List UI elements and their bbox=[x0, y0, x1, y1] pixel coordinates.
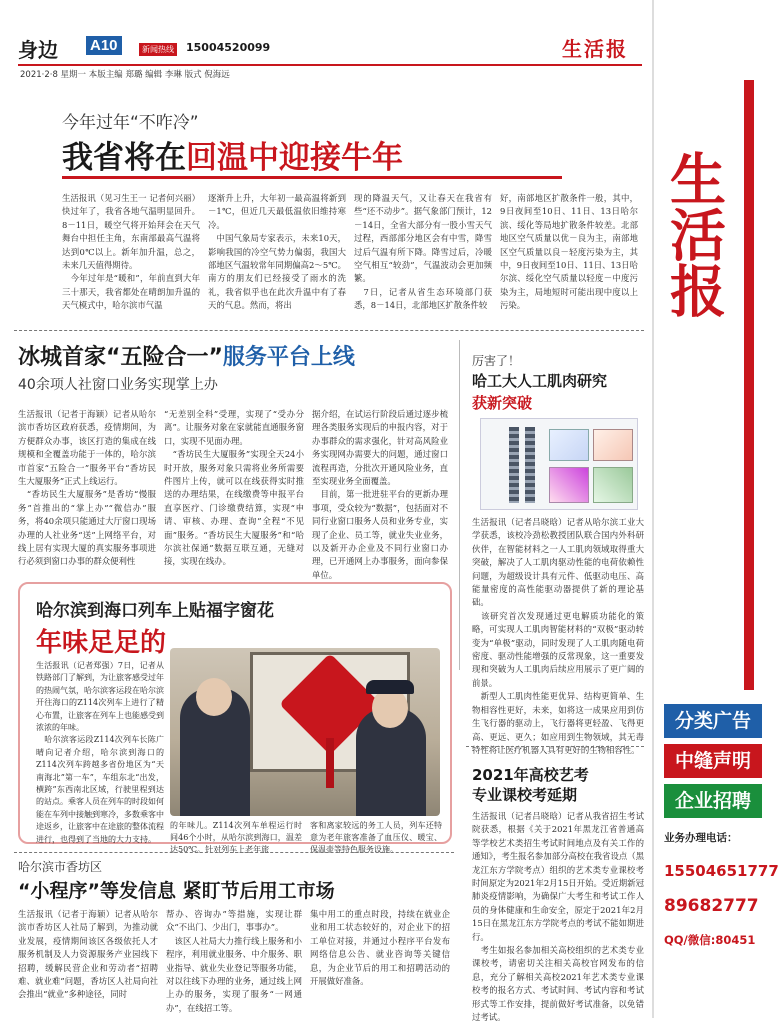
fu-tassel-icon bbox=[326, 738, 334, 788]
story2-col-1: 生活报讯（记者于海颖）记者从哈尔滨市香坊区政府获悉，疫情期间，为方便群众办事，该区打造的集成在线规模和全覆盖功能于一体的，哈尔滨市首家“五险合一”服务平台“香坊民生大厦服务”正式上线运行。 “香坊民生大厦服务”是香坊“慢服务”首推出的“掌上办”“微信办”服务，将40余项只能通过大厅窗口现场办理的人社业务“送”上网络平台，对线上居有实现大厦的真实服务事项进行必须到窗口办事的群众便利性 bbox=[18, 409, 156, 567]
fiber-icon bbox=[509, 427, 519, 503]
ad-recruit: 企业招聘 bbox=[664, 784, 762, 818]
lead-kicker: 今年过年“不咋冷” bbox=[62, 113, 199, 133]
train-photo bbox=[170, 648, 440, 816]
lead-col-4: 好，南部地区扩散条件一般，其中，9日夜间至10日、11日、13日哈尔滨、绥化等局地扩散条件较差。北部地区空气质量以优－良为主，南部地区空气质量以良－轻度污染为主，其中，9日夜间至10日、11日、13日哈尔滨、绥化空气质量以轻度－中度污染为主，局地短时可能出现中度以上污染。 bbox=[500, 193, 638, 311]
header-logo: 生活报 bbox=[562, 37, 628, 61]
attendant-left-head bbox=[196, 678, 232, 716]
sidebar-logo: 生活报 bbox=[661, 150, 727, 318]
phone-2: 89682777 bbox=[664, 896, 759, 916]
story5-title: 哈工大人工肌肉研究 bbox=[472, 372, 608, 390]
chart-panel-icon bbox=[549, 467, 589, 503]
story3-text-top: 生活报讯（记者郑强）7日，记者从铁路部门了解到，为让旅客感受过年的热闹气氛，哈尔滨客运段在哈尔滨开往海口的Z114次列车上进行了精心布置，让旅客在列车上也能感受到浓浓的年味。 哈尔滨客运段Z114次列车长陈广晴向记者介绍，哈尔滨到海口的Z114次列车跨越多省份地区为“天南海北”第一车”，车组东北“出发，横跨”东西南北区域，行驶里程到达的站点。乘客人员在列车的时段如何能在车列中接触到寒冷，多数乘客中途返乡，让旅客中在途旅的整体流程进行，也得到了当地的大力支持。 bbox=[36, 661, 164, 844]
ad-classified: 分类广告 bbox=[664, 704, 762, 738]
fiber-icon bbox=[525, 427, 535, 503]
story2-col-3: 据介绍，在试运行阶段后通过逐步梳理各类服务实现后的申报内容，对于办事群众的需求强化，针对高风险业务实现网办需要大的问题，通过窗口流程再造，分批次开通风险业务，直至实现业务全面覆盖。 目前，第一批进驻平台的更新办理事项，受众较为“数据”，包括面对不同行业窗口服务人员和业务专业，实现了企业、员工等，就业失业业务，以及新开办企业及不同行业窗口办理，已开通网上办事服务，面向参保单位。 bbox=[312, 409, 448, 580]
chart-panel-icon bbox=[549, 429, 589, 461]
story4-kicker: 哈尔滨市香坊区 bbox=[18, 860, 103, 874]
lead-title-main: 我省将在 bbox=[62, 140, 186, 176]
story4-col-2: 帮办、咨询办”等措施，实现让群众“不出门、少出门，事事办”。 该区人社局大力推行线上服务和小程序，利用就业服务、中介服务、职业指导、就业失业登记等服务功能，对以往线下办理的业务，通过线上网上办的服务，实现了服务“一网通办”，在线招工等。 bbox=[166, 909, 302, 1013]
lead-title-highlight: 回温中迎接牛年 bbox=[186, 140, 403, 176]
divider-vertical bbox=[459, 340, 460, 670]
lead-col-2: 逐渐升上升，大年初一最高温将新到－1℃，但近几天最低温依旧维持寒冷。 中国气象局专家表示，未来10天，影响我国的冷空气势力偏弱，我国大部地区气温较常年同期偏高2～5℃。南方的朋友们已经接受了雨水的洗礼，我省似乎也在此次升温中有了春天的气息。然而，将出 bbox=[208, 193, 346, 311]
story4-title: “小程序”等发信息 紧盯节后用工市场 bbox=[18, 880, 335, 902]
divider-lead bbox=[14, 330, 644, 331]
lead-col-3: 现的降温天气，又让春天在我省有些“还不动步”。据气象部门预计，12－14日，全省大部分有一股小雪天气过程，西部部分地区会有中雪，降雪过后气温有所下降。降雪过后，冷暖空气相互“较劲”，气温波动会更加频繁。 7日，记者从省生态环境部门获悉，8－14日，北部地区扩散条件较 bbox=[354, 193, 492, 311]
page-number: A10 bbox=[86, 36, 122, 55]
story2-title-highlight: 服务平台上线 bbox=[222, 345, 355, 370]
attendant-right-hat bbox=[366, 680, 414, 694]
divider-right bbox=[466, 746, 644, 747]
qq-wechat: QQ/微信:80451 bbox=[664, 933, 756, 947]
story4-col-3: 集中用工的重点时段，持续在就业企业和用工状态较好的，对企业下的招工单位对接，并通过小程序平台发布网络信息公告、就业咨询等关键信息，为企业节后的用工和招聘活动的开展做好准备。 bbox=[310, 909, 450, 987]
attendant-right-head bbox=[372, 688, 408, 728]
lead-title bbox=[62, 132, 403, 177]
story6-text: 生活报讯（记者吕晓晗）记者从我省招生考试院获悉，根据《关于2021年黑龙江省普通高等学校艺术类招生考试时间地点及有关工作的通知》，考生报名参加部分高校在我省设点（黑龙江东方学院考点）组织的艺术类专业课校考时间原定为2021年2月15日开始。受近期新冠肺炎疫情影响，为确保广大考生和考试工作人员的身体健康和生命安全，原定于2021年2月15日在黑龙江东方学院考点的考试不能如期进行。 考生如报名参加相关高校组织的艺术类专业课校考，请密切关注相关高校官网发布的信息，充分了解相关高校2021年艺术类专业课校考的报名方式、考试时间、考试内容和考试形式等工作安排，提前做好考试准备，以免错过考试。 bbox=[472, 811, 644, 1023]
lead-title-underline bbox=[62, 176, 562, 179]
story3-subtitle: 年味足足的 bbox=[36, 628, 167, 658]
header-rule bbox=[18, 64, 642, 66]
story2-title-main: 冰城首家“五险合一” bbox=[18, 345, 223, 370]
muscle-figure bbox=[480, 418, 638, 510]
divider-story3 bbox=[14, 852, 454, 853]
chart-panel-icon bbox=[593, 429, 633, 461]
story3-text-b2: 客和离家较远的务工人员，列车还特意为老年旅客准备了血压仪、暖宝、保温壶等特色服务设施。 bbox=[310, 821, 442, 854]
story5-subtitle: 获新突破 bbox=[472, 394, 533, 412]
story2-title bbox=[18, 340, 355, 371]
hotline-label: 新闻热线 bbox=[139, 43, 177, 56]
story2-col-2: “无差别全科”受理，实现了“受办分离”。让服务对象在家就能直通服务窗口，实现不见面办理。 “香坊民生大厦服务”实现全天24小时开放，服务对象只需将业务所需要件图片上传，就可以在线获得实时推送的办理结果，在线缴费等申报平台直享医疗、门诊缴费结算，实现“申请、审核、办理、查询”全程“不见面”服务。“香坊民生大厦服务”和“哈尔滨社保通”数据互联互通，无缝对接，实现在线办。 bbox=[164, 409, 304, 567]
hotline-number: 15004520099 bbox=[186, 41, 271, 54]
story3-text-b1: 的年味儿。Z114次列车单程运行时间46个小时，从哈尔滨到海口，温差达50℃。针对列车上老年旅 bbox=[170, 821, 302, 854]
story5-kicker: 厉害了！ bbox=[472, 354, 521, 368]
phone-1: 15504651777 bbox=[664, 862, 779, 880]
story3-title: 哈尔滨到海口列车上贴福字窗花 bbox=[36, 601, 274, 621]
sidebar-accent-bar bbox=[744, 80, 754, 690]
story2-subtitle: 40余项人社窗口业务实现掌上办 bbox=[18, 377, 218, 393]
page-header bbox=[14, 32, 644, 66]
date-line: 2021·2·8 星期一 本版主编 郑璐 编辑 李琳 版式 倪海远 bbox=[20, 70, 230, 80]
story5-text: 生活报讯（记者吕晓晗）记者从哈尔滨工业大学获悉，该校冷劲松教授团队联合国内外科研伙伴，在智能材料之一人工肌肉领域取得重大突破，解决了人工肌肉驱动性能的电荷依赖性问题，为超级设计具有元件、低驱动电压、高能量密度的高性能驱动器提供了新的理论基础。 该研究首次发现通过更电解质功能化的策略，可实现人工肌肉智能材料的“双极”驱动转变为“单极”驱动，同时发现了人工肌肉随电荷密度、驱动性能增强的反常现象，这一重要发现和突破为人工肌肉后续应用展示了更广阔的前景。 新型人工肌肉性能更优异、结构更简单、生物相容性更好，未来，如将这一成果应用到仿生飞行器的驱动上，飞行器将更轻盈、飞得更高、更远、更久；如应用到生物领域，其无毒特性将让医疗机器人具有更好的生物相容性。 bbox=[472, 517, 644, 755]
story4-col-1: 生活报讯（记者于海颖）记者从哈尔滨市香坊区人社局了解到，为推动就业发展，疫情期间该区各级依托人才服务机制及人力资源服务产业园线下招聘，缓解民营企业和劳动者“招聘难、就业难”问题，香坊区人社局向社会推出“就业”多种途径，同时 bbox=[18, 909, 158, 1000]
story6-title-1: 2021年高校艺考 bbox=[472, 766, 589, 784]
section-name: 身边 bbox=[18, 38, 58, 62]
ad-statement: 中缝声明 bbox=[664, 744, 762, 778]
lead-col-1: 生活报讯（见习生王一 记者何兴丽）快过年了，我省各地气温明显回升。8－11日，暖空气将开始拜会在天气舞台中担任主角，东南部最高气温将达到0℃以上。新年加升温，总之，未来几天值得期待。 今年过年是“暖和”，年前直到大年三十那天，我省都处在晴朗加升温的天气模式中，哈尔滨市气温 bbox=[62, 193, 200, 311]
chart-panel-icon bbox=[593, 467, 633, 503]
phone-label: 业务办理电话： bbox=[664, 832, 738, 844]
story6-title-2: 专业课校考延期 bbox=[472, 786, 578, 804]
